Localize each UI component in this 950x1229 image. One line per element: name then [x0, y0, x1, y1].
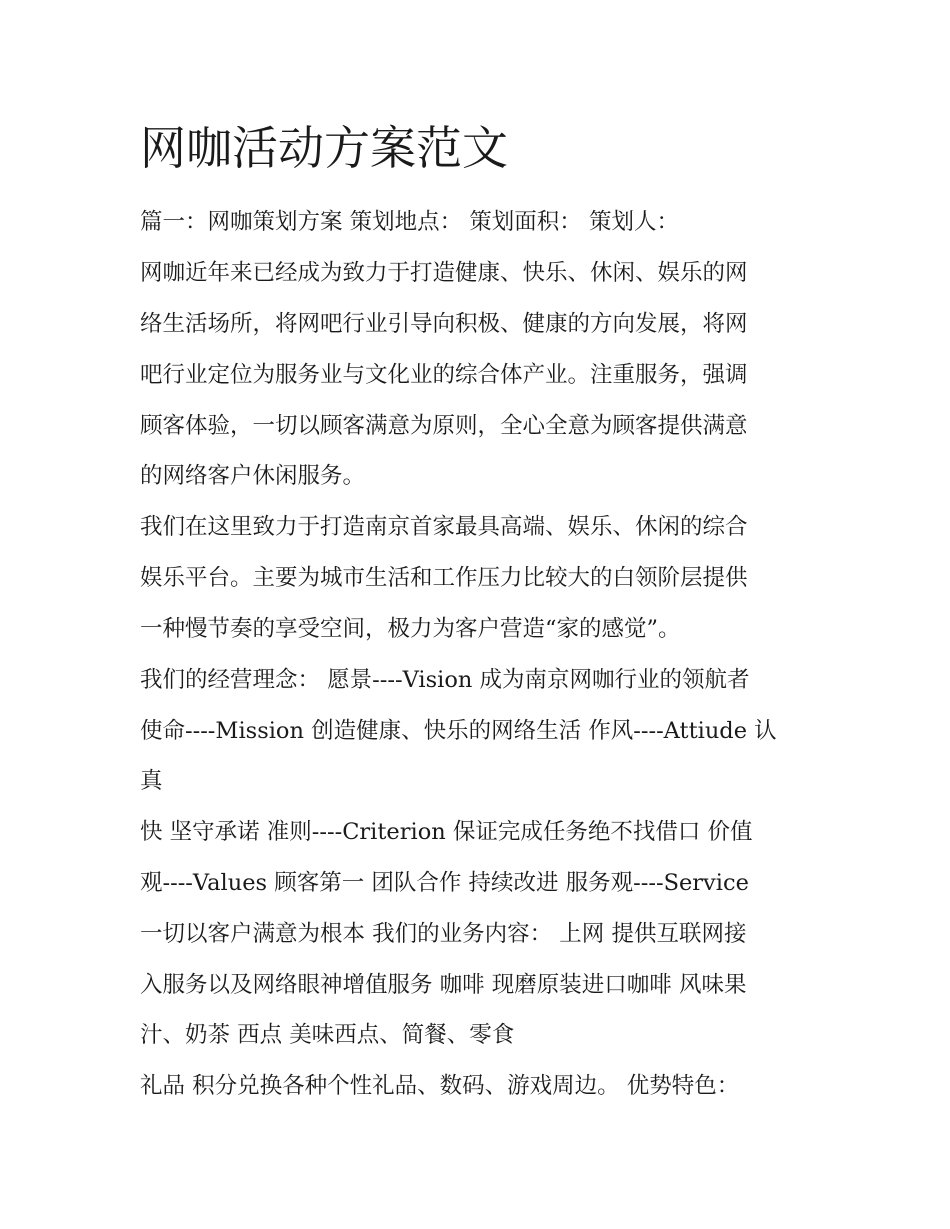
text-line: 篇一：网咖策划方案 策划地点： 策划面积： 策划人：: [140, 209, 679, 235]
text-line: 真: [140, 768, 163, 794]
text-line: 我们在这里致力于打造南京首家最具高端、娱乐、休闲的综合: [140, 514, 748, 540]
text-line: 网咖近年来已经成为致力于打造健康、快乐、休闲、娱乐的网: [140, 260, 748, 286]
text-line: 入服务以及网络眼神增值服务 咖啡 现磨原装进口咖啡 风味果: [140, 972, 747, 998]
text-line: 我们的经营理念： 愿景----Vision 成为南京网咖行业的领航者: [140, 667, 750, 693]
text-line: 络生活场所，将网吧行业引导向积极、健康的方向发展，将网: [140, 311, 748, 337]
text-line: 使命----Mission 创造健康、快乐的网络生活 作风----Attiude 认: [140, 718, 777, 744]
text-line: 娱乐平台。主要为城市生活和工作压力比较大的白领阶层提供: [140, 565, 748, 591]
text-line: 汁、奶茶 西点 美味西点、简餐、零食: [140, 1022, 515, 1048]
text-line: 一切以客户满意为根本 我们的业务内容： 上网 提供互联网接: [140, 921, 747, 947]
text-line: 观----Values 顾客第一 团队合作 持续改进 服务观----Service: [140, 870, 749, 896]
text-line: 吧行业定位为服务业与文化业的综合体产业。注重服务，强调: [140, 362, 748, 388]
document-title: 网咖活动方案范文: [140, 121, 508, 175]
text-line: 顾客体验，一切以顾客满意为原则，全心全意为顾客提供满意: [140, 413, 748, 439]
text-line: 礼品 积分兑换各种个性礼品、数码、游戏周边。 优势特色：: [140, 1073, 740, 1099]
text-line: 一种慢节奏的享受空间，极力为客户营造“家的感觉”。: [140, 616, 681, 642]
text-line: 的网络客户休闲服务。: [140, 463, 366, 489]
text-line: 快 坚守承诺 准则----Criterion 保证完成任务绝不找借口 价值: [140, 819, 753, 845]
